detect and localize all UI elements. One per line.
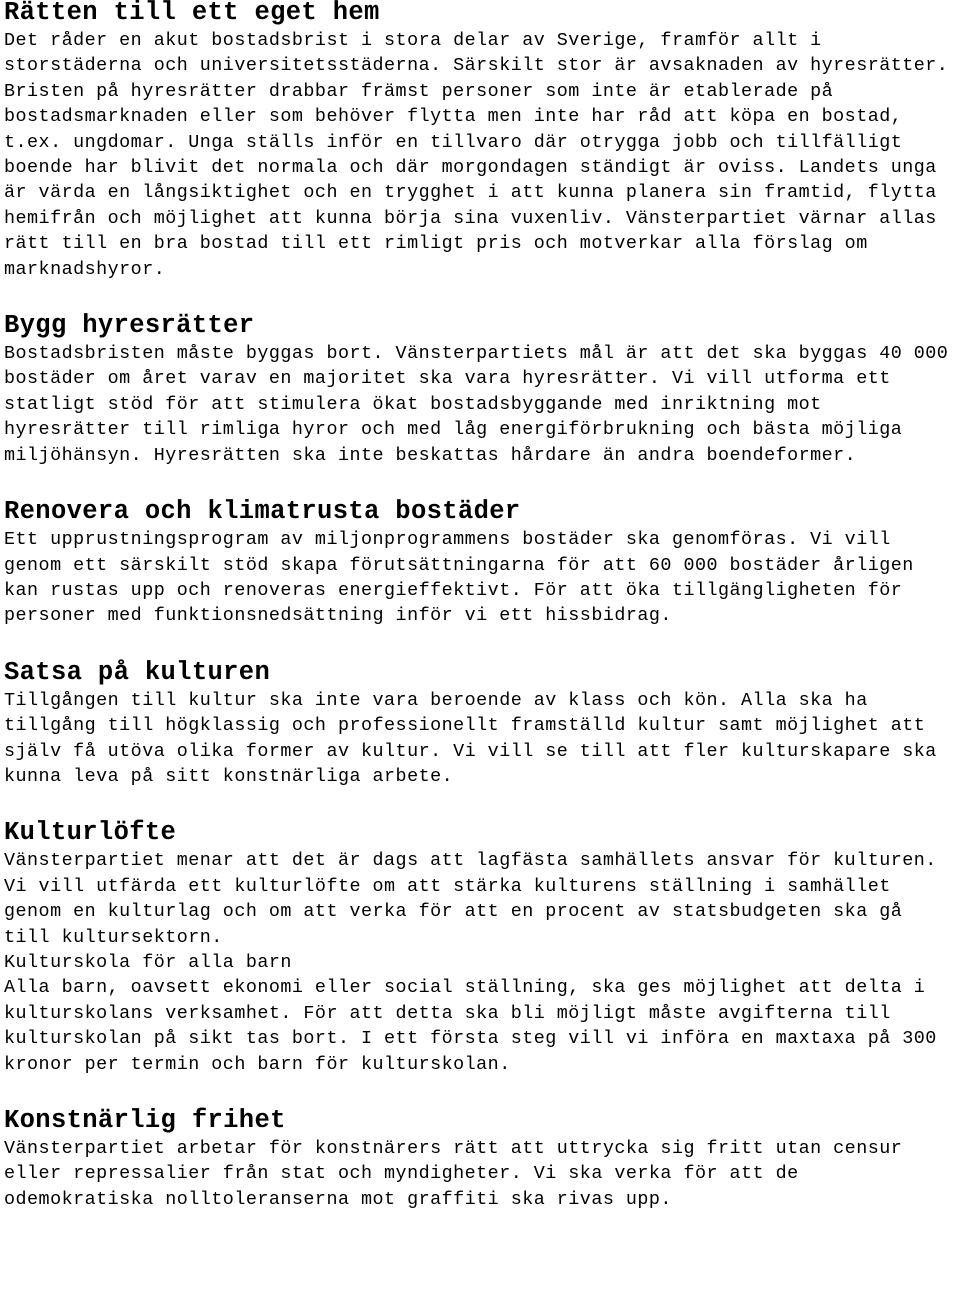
section-paragraph: Vänsterpartiet menar att det är dags att lagfästa samhällets ansvar för kulturen. Vi vill utfärda ett kulturlöfte om att stärka kulturens ställning i samhället genom en kulturlag och om att verka för att en procent av statsbudgeten ska gå till kultursektorn. xyxy=(4,850,937,948)
subsection-title: Kulturskola för alla barn xyxy=(4,951,292,973)
section-bygg-hyresratter xyxy=(4,313,958,468)
section-kulturlofte xyxy=(4,820,958,1077)
section-paragraph: Bostadsbristen måste byggas bort. Vänsterpartiets mål är att det ska byggas 40 000 bostäder om året varav en majoritet ska vara hyresrätter. Vi vill utforma ett statligt stöd för att stimulera ökat bostadsbyggande med inriktning mot hyresrätter till rimliga hyror och med låg energiförbrukning och bästa möjliga miljöhänsyn. Hyresrätten ska inte beskattas hårdare än andra boendeformer. xyxy=(4,343,949,466)
section-satsa-pa-kulturen xyxy=(4,657,958,790)
section-heading: Kulturlöfte xyxy=(4,818,177,848)
section-heading: Rätten till ett eget hem xyxy=(4,0,380,27)
section-ratten-till-ett-eget-hem xyxy=(4,0,958,282)
section-paragraph: Vänsterpartiet arbetar för konstnärers rätt att uttrycka sig fritt utan censur eller repressalier från stat och myndigheter. Vi ska verka för att de odemokratiska nolltoleranserna mot graffiti ska rivas upp. xyxy=(4,1138,903,1210)
section-heading: Konstnärlig frihet xyxy=(4,1106,286,1135)
document xyxy=(4,0,958,1212)
section-konstnarlig-frihet xyxy=(4,1108,958,1212)
section-heading: Bygg hyresrätter xyxy=(4,311,255,341)
section-paragraph: Alla barn, oavsett ekonomi eller social ställning, ska ges möjlighet att delta i kulturskolans verksamhet. För att detta ska bli möjligt måste avgifterna till kulturskolan på sikt tas bort. I ett första steg vill vi införa en maxtaxa på 300 kronor per termin och barn för kulturskolan. xyxy=(4,977,937,1075)
section-heading: Renovera och klimatrusta bostäder xyxy=(4,497,521,527)
section-paragraph: Ett upprustningsprogram av miljonprogrammens bostäder ska genomföras. Vi vill genom ett särskilt stöd skapa förutsättningarna för att 60 000 bostäder årligen kan rustas upp och renoveras energieffektivt. För att öka tillgängligheten för personer med funktionsnedsättning inför vi ett hissbidrag. xyxy=(4,529,914,627)
section-renovera-och-klimatrusta xyxy=(4,499,958,629)
section-heading: Satsa på kulturen xyxy=(4,657,271,687)
section-paragraph: Det råder en akut bostadsbrist i stora delar av Sverige, framför allt i storstäderna och universitetsstäderna. Särskilt stor är avsaknaden av hyresrätter. Bristen på hyresrätter drabbar främst personer som inte är etablerade på bostadsmarknaden eller som behöver flytta men inte har råd att köpa en bostad, t.ex. ungdomar. Unga ställs inför en tillvaro där otrygga jobb och tillfälligt boende har blivit det normala och där morgondagen ständigt är oviss. Landets unga är värda en långsiktighet och en trygghet i att kunna planera sin framtid, flytta hemifrån och möjlighet att kunna börja sina vuxenliv. Vänsterpartiet värnar allas rätt till en bra bostad till ett rimligt pris och motverkar alla förslag om marknadshyror. xyxy=(4,30,949,280)
section-paragraph: Tillgången till kultur ska inte vara beroende av klass och kön. Alla ska ha tillgång till högklassig och professionellt framställd kultur samt möjlighet att själv få utöva olika former av kultur. Vi vill se till att fler kulturskapare ska kunna leva på sitt konstnärliga arbete. xyxy=(4,689,937,787)
